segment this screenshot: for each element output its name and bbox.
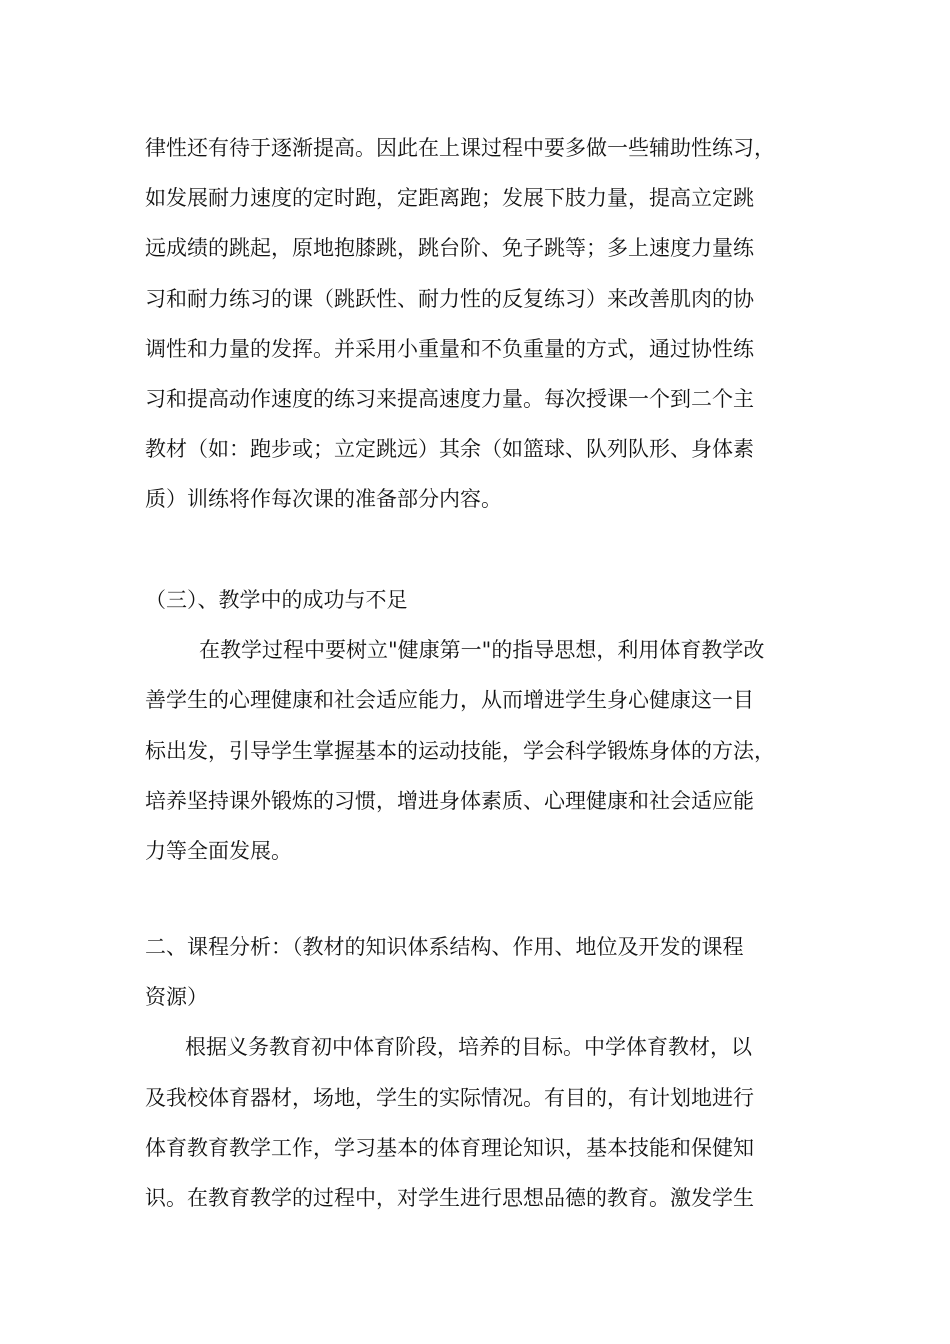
section-3-line-5: 力等全面发展。 [145, 839, 292, 864]
paragraph-1-line-1: 律性还有待于逐渐提高。因此在上课过程中要多做一些辅助性练习， [145, 136, 775, 160]
section-3-heading: （三）、教学中的成功与不足 [145, 588, 408, 612]
paragraph-1-line-2: 如发展耐力速度的定时跑，定距离跑；发展下肢力量，提高立定跳 [145, 186, 754, 211]
paragraph-1 [145, 123, 835, 525]
section-3-line-3: 标出发，引导学生掌握基本的运动技能，学会科学锻炼身体的方法， [145, 738, 775, 763]
paragraph-1-line-8: 质）训练将作每次课的准备部分内容。 [145, 487, 502, 512]
paragraph-1-line-5: 调性和力量的发挥。并采用小重量和不负重量的方式，通过协性练 [145, 336, 754, 361]
section-2-line-4: 识。在教育教学的过程中，对学生进行思想品德的教育。激发学生 [145, 1186, 754, 1211]
paragraph-1-line-4: 习和耐力练习的课（跳跃性、耐力性的反复练习）来改善肌肉的协 [145, 286, 754, 311]
section-2-heading-line-1: 二、课程分析：（教材的知识体系结构、作用、地位及开发的课程 [145, 935, 744, 959]
section-3-line-1: 在教学过程中要树立"健康第一"的指导思想，利用体育教学改 [199, 638, 765, 663]
section-3-line-2: 善学生的心理健康和社会适应能力，从而增进学生身心健康这一目 [145, 688, 754, 713]
section-3-line-4: 培养坚持课外锻炼的习惯，增进身体素质、心理健康和社会适应能 [145, 788, 754, 813]
section-2-heading-line-2: 资源） [145, 985, 208, 1010]
section-2-line-3: 体育教育教学工作，学习基本的体育理论知识，基本技能和保健知 [145, 1135, 754, 1160]
paragraph-1-line-3: 远成绩的跳起，原地抱膝跳，跳台阶、免子跳等；多上速度力量练 [145, 236, 754, 261]
paragraph-1-line-7: 教材（如：跑步或；立定跳远）其余（如篮球、队列队形、身体素 [145, 437, 754, 462]
paragraph-1-line-6: 习和提高动作速度的练习来提高速度力量。每次授课一个到二个主 [145, 387, 754, 412]
section-3 [145, 575, 835, 876]
section-2-line-2: 及我校体育器材，场地，学生的实际情况。有目的，有计划地进行 [145, 1085, 754, 1110]
section-2 [145, 922, 835, 1223]
section-2-line-1: 根据义务教育初中体育阶段，培养的目标。中学体育教材，以 [185, 1035, 752, 1060]
